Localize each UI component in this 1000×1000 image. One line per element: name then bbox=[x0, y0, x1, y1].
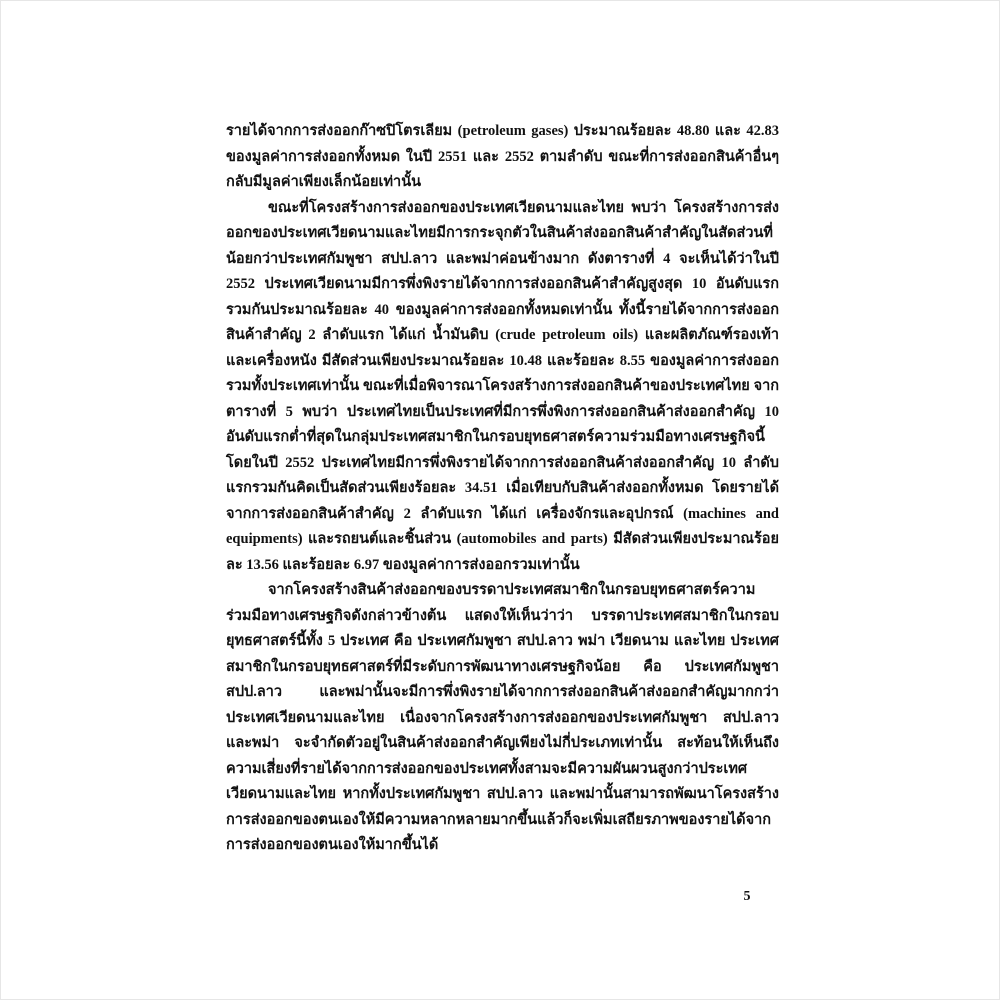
paragraph-1: รายได้จากการส่งออกก๊าซปิโตรเลียม (petroleum gases) ประมาณร้อยละ 48.80 และ 42.83 ของมูลค่าการส่งออกทั้งหมด ในปี 2551 และ 2552 ตามลำดับ ขณะที่การส่งออกสินค้าอื่นๆ กลับมีมูลค่าเพียงเล็กน้อยเท่านั้น bbox=[226, 123, 779, 190]
paragraph-2: ขณะที่โครงสร้างการส่งออกของประเทศเวียดนามและไทย พบว่า โครงสร้างการส่งออกของประเทศเวียดนามและไทยมีการกระจุกตัวในสินค้าส่งออกสินค้าสำคัญในสัดส่วนที่น้อยกว่าประเทศกัมพูชา สปป.ลาว และพม่าค่อนข้างมาก ดังตารางที่ 4 จะเห็นได้ว่าในปี 2552 ประเทศเวียดนามมีการพึ่งพิงรายได้จากการส่งออกสินค้าสำคัญสูงสุด 10 อันดับแรก รวมกันประมาณร้อยละ 40 ของมูลค่าการส่งออกทั้งหมดเท่านั้น ทั้งนี้รายได้จากการส่งออกสินค้าสำคัญ 2 ลำดับแรก ได้แก่ น้ำมันดิบ (crude petroleum oils) และผลิตภัณฑ์รองเท้าและเครื่องหนัง มีสัดส่วนเพียงประมาณร้อยละ 10.48 และร้อยละ 8.55 ของมูลค่าการส่งออกรวมทั้งประเทศเท่านั้น ขณะที่เมื่อพิจารณาโครงสร้างการส่งออกสินค้าของประเทศไทย จากตารางที่ 5 พบว่า ประเทศไทยเป็นประเทศที่มีการพึ่งพิงการส่งออกสินค้าส่งออกสำคัญ 10 อันดับแรกต่ำที่สุดในกลุ่มประเทศสมาชิกในกรอบยุทธศาสตร์ความร่วมมือทางเศรษฐกิจนี้ โดยในปี 2552 ประเทศไทยมีการพึ่งพิงรายได้จากการส่งออกสินค้าส่งออกสำคัญ 10 ลำดับแรกรวมกันคิดเป็นสัดส่วนเพียงร้อยละ 34.51 เมื่อเทียบกับสินค้าส่งออกทั้งหมด โดยรายได้จากการส่งออกสินค้าสำคัญ 2 ลำดับแรก ได้แก่ เครื่องจักรและอุปกรณ์ (machines and equipments) และรถยนต์และชิ้นส่วน (automobiles and parts) มีสัดส่วนเพียงประมาณร้อยละ 13.56 และร้อยละ 6.97 ของมูลค่าการส่งออกรวมเท่านั้น bbox=[226, 199, 779, 573]
body-text bbox=[226, 119, 779, 859]
paragraph-3: จากโครงสร้างสินค้าส่งออกของบรรดาประเทศสมาชิกในกรอบยุทธศาสตร์ความร่วมมือทางเศรษฐกิจดังกล่าวข้างต้น แสดงให้เห็นว่าว่า บรรดาประเทศสมาชิกในกรอบยุทธศาสตร์นี้ทั้ง 5 ประเทศ คือ ประเทศกัมพูชา สปป.ลาว พม่า เวียดนาม และไทย ประเทศสมาชิกในกรอบยุทธศาสตร์ที่มีระดับการพัฒนาทางเศรษฐกิจน้อย คือ ประเทศกัมพูชา สปป.ลาว และพม่านั้นจะมีการพึ่งพิงรายได้จากการส่งออกสินค้าส่งออกสำคัญมากกว่า ประเทศเวียดนามและไทย เนื่องจากโครงสร้างการส่งออกของประเทศกัมพูชา สปป.ลาว และพม่า จะจำกัดตัวอยู่ในสินค้าส่งออกสำคัญเพียงไม่กี่ประเภทเท่านั้น สะท้อนให้เห็นถึงความเสี่ยงที่รายได้จากการส่งออกของประเทศทั้งสามจะมีความผันผวนสูงกว่าประเทศเวียดนามและไทย หากทั้งประเทศกัมพูชา สปป.ลาว และพม่านั้นสามารถพัฒนาโครงสร้างการส่งออกของตนเองให้มีความหลากหลายมากขึ้นแล้วก็จะเพิ่มเสถียรภาพของรายได้จากการส่งออกของตนเองให้มากขึ้นได้ bbox=[226, 582, 779, 853]
page-number: 5 bbox=[743, 889, 751, 904]
